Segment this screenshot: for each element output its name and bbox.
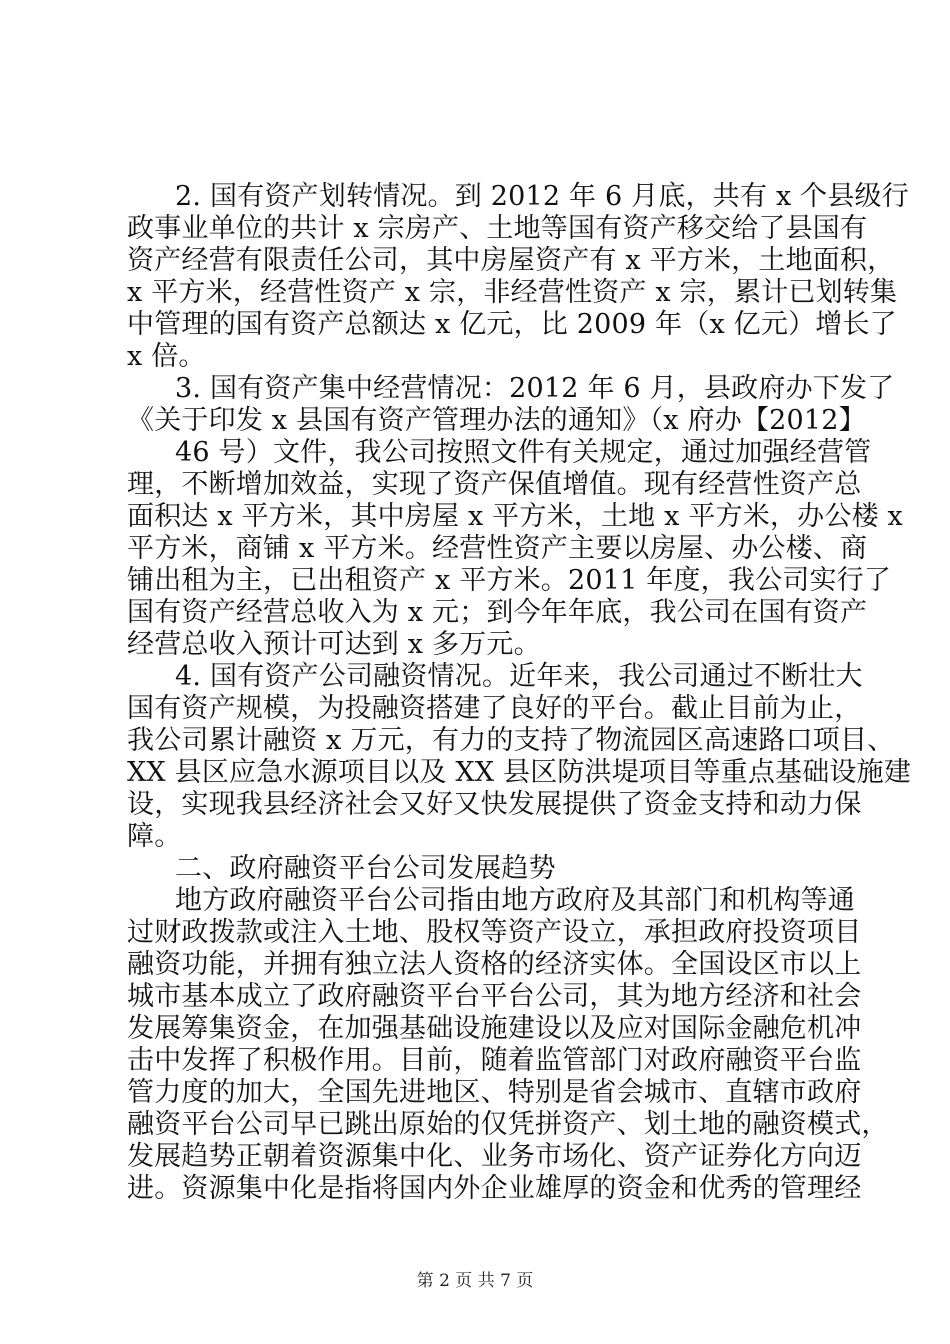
paragraph-2-line: 中管理的国有资产总额达 x 亿元，比 2009 年（x 亿元）增长了 <box>127 309 897 340</box>
paragraph-2-line: x 倍。 <box>127 341 206 372</box>
paragraph-5-line: 发展趋势正朝着资源集中化、业务市场化、资产证券化方向迈 <box>127 1141 862 1172</box>
paragraph-3-line: 国有资产经营总收入为 x 元；到今年年底，我公司在国有资产 <box>127 597 868 628</box>
paragraph-3-line: 理，不断增加效益，实现了资产保值增值。现有经营性资产总 <box>127 469 862 500</box>
paragraph-5-line: 击中发挥了积极作用。目前，随着监管部门对政府融资平台监 <box>127 1045 862 1076</box>
paragraph-4-line: 障。 <box>127 821 182 852</box>
paragraph-5-line: 发展筹集资金，在加强基础设施建设以及应对国际金融危机冲 <box>127 1013 862 1044</box>
paragraph-2-line: 2. 国有资产划转情况。到 2012 年 6 月底，共有 x 个县级行 <box>175 181 909 212</box>
paragraph-2-line: x 平方米，经营性资产 x 宗，非经营性资产 x 宗，累计已划转集 <box>127 277 898 308</box>
document-body <box>127 181 912 1205</box>
paragraph-3-line: 面积达 x 平方米，其中房屋 x 平方米，土地 x 平方米，办公楼 x <box>127 501 903 532</box>
section-heading: 二、政府融资平台公司发展趋势 <box>175 853 556 884</box>
paragraph-5-line: 过财政拨款或注入土地、股权等资产设立，承担政府投资项目 <box>127 917 862 948</box>
paragraph-3-line: 经营总收入预计可达到 x 多万元。 <box>127 629 541 660</box>
paragraph-5-line: 管力度的加大，全国先进地区、特别是省会城市、直辖市政府 <box>127 1077 862 1108</box>
paragraph-3-line: 46 号）文件，我公司按照文件有关规定，通过加强经营管 <box>175 437 872 468</box>
paragraph-5-line: 进。资源集中化是指将国内外企业雄厚的资金和优秀的管理经 <box>127 1173 862 1204</box>
paragraph-3-line: 平方米，商铺 x 平方米。经营性资产主要以房屋、办公楼、商 <box>127 533 868 564</box>
paragraph-2-line: 政事业单位的共计 x 宗房产、土地等国有资产移交给了县国有 <box>127 213 868 244</box>
paragraph-5-line: 融资功能，并拥有独立法人资格的经济实体。全国设区市以上 <box>127 949 862 980</box>
paragraph-5-line: 融资平台公司早已跳出原始的仅凭拼资产、划土地的融资模式， <box>127 1109 889 1140</box>
paragraph-3-line: 铺出租为主，已出租资产 x 平方米。2011 年度，我公司实行了 <box>127 565 892 596</box>
paragraph-4-line: 设，实现我县经济社会又好又快发展提供了资金支持和动力保 <box>127 789 862 820</box>
paragraph-4-line: 国有资产规模，为投融资搭建了良好的平台。截止目前为止， <box>127 693 862 724</box>
page-number-footer: 第 2 页 共 7 页 <box>416 1271 534 1291</box>
paragraph-3-line: 《关于印发 x 县国有资产管理办法的通知》（x 府办【2012】 <box>127 405 866 436</box>
paragraph-5-line: 城市基本成立了政府融资平台平台公司，其为地方经济和社会 <box>127 981 862 1012</box>
paragraph-2-line: 资产经营有限责任公司，其中房屋资产有 x 平方米，土地面积， <box>127 245 895 276</box>
paragraph-4-line: 4. 国有资产公司融资情况。近年来，我公司通过不断壮大 <box>175 661 863 692</box>
paragraph-3-line: 3. 国有资产集中经营情况：2012 年 6 月，县政府办下发了 <box>175 373 895 404</box>
paragraph-4-line: XX 县区应急水源项目以及 XX 县区防洪堤项目等重点基础设施建 <box>127 757 912 788</box>
paragraph-4-line: 我公司累计融资 x 万元，有力的支持了物流园区高速路口项目、 <box>127 725 895 756</box>
paragraph-5-line: 地方政府融资平台公司指由地方政府及其部门和机构等通 <box>175 885 855 916</box>
